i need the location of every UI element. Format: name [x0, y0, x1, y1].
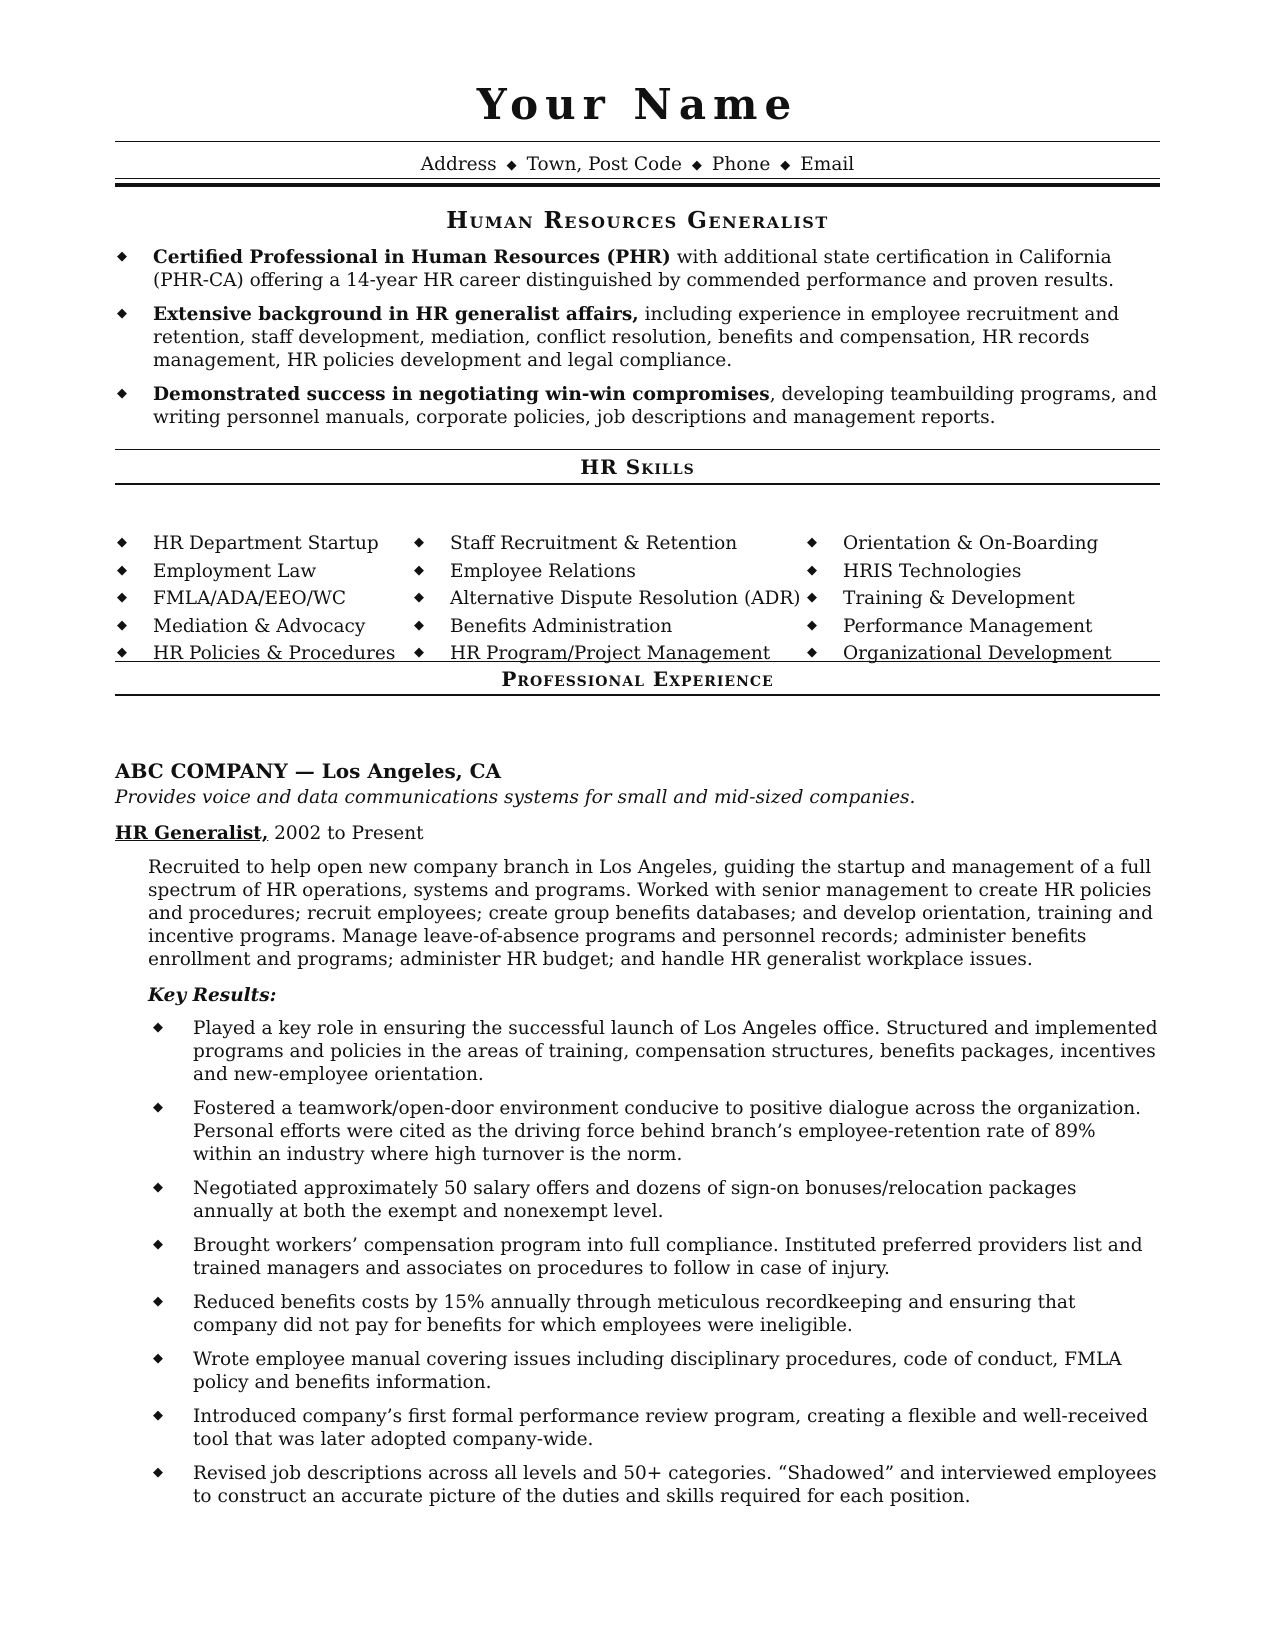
header-divider-upper: [115, 178, 1160, 179]
result-item: ◆ Negotiated approximately 50 salary offers and dozens of sign-on bonuses/relocation packages annually at both the exempt and nonexempt level.: [153, 1178, 1077, 1222]
result-item: ◆ Wrote employee manual covering issues including disciplinary procedures, code of conduct, FMLA policy and benefits information.: [153, 1349, 1122, 1393]
skill-item: ◆ HR Department Startup: [117, 533, 379, 554]
diamond-bullet-icon: ◆: [117, 249, 127, 264]
diamond-bullet-icon: ◆: [506, 158, 517, 173]
role-summary: Recruited to help open new company branch in Los Angeles, guiding the startup and management of a full spectrum of HR operations, systems and programs. Worked with senior management to create HR policies and procedures; recruit employees; create group benefits databases; and develop orientation, training and incentive programs. Manage leave-of-absence programs and personnel records; administer benefits enrollment and programs; administer HR budget; and handle HR generalist workplace issues.: [148, 857, 1153, 970]
skills-column-3: [805, 532, 1112, 670]
skill-item: ◆ Employment Law: [117, 560, 317, 582]
skill-item: ◆ Employee Relations: [414, 560, 636, 582]
key-results-label: Key Results:: [148, 985, 277, 1006]
diamond-bullet-icon: ◆: [414, 535, 424, 550]
diamond-bullet-icon: ◆: [414, 617, 424, 633]
role-title: HR Generalist,: [115, 823, 269, 844]
result-item: ◆ Introduced company’s first formal performance review program, creating a flexible and well-received tool that was later adopted company-wide.: [153, 1406, 1149, 1450]
skills-column-2: [412, 532, 801, 670]
diamond-bullet-icon: ◆: [153, 1020, 163, 1035]
diamond-bullet-icon: ◆: [117, 306, 127, 321]
skill-item: ◆ Performance Management: [807, 615, 1093, 637]
diamond-bullet-icon: ◆: [117, 617, 127, 633]
diamond-bullet-icon: ◆: [691, 158, 702, 173]
skills-divider-top: [115, 449, 1160, 450]
result-item: ◆ Reduced benefits costs by 15% annually through meticulous recordkeeping and ensuring that company did not pay for benefits for which employees were ineligible.: [153, 1292, 1076, 1336]
diamond-bullet-icon: ◆: [807, 590, 817, 605]
diamond-bullet-icon: ◆: [780, 158, 791, 173]
diamond-bullet-icon: ◆: [117, 535, 127, 550]
skill-item: ◆ Mediation & Advocacy: [117, 615, 366, 637]
result-item: ◆ Brought workers’ compensation program into full compliance. Instituted preferred providers list and trained managers and associates on procedures to follow in case of injury.: [153, 1235, 1143, 1279]
contact-address: Address: [420, 154, 497, 175]
key-results-list: [153, 1017, 1160, 1519]
skills-divider-bottom: [115, 483, 1160, 485]
diamond-bullet-icon: ◆: [414, 645, 424, 660]
skill-item: ◆ HR Program/Project Management: [414, 643, 771, 664]
diamond-bullet-icon: ◆: [807, 617, 817, 633]
skill-item: ◆ HRIS Technologies: [807, 560, 1022, 582]
skill-item: ◆ Benefits Administration: [414, 615, 673, 637]
contact-town: Town, Post Code: [526, 154, 682, 175]
header-divider-lower: [115, 183, 1160, 187]
diamond-bullet-icon: ◆: [153, 1465, 163, 1480]
skills-column-1: [115, 532, 395, 670]
diamond-bullet-icon: ◆: [117, 562, 127, 578]
diamond-bullet-icon: ◆: [153, 1294, 163, 1309]
diamond-bullet-icon: ◆: [117, 386, 127, 401]
skills-title: HR Skills: [580, 455, 695, 479]
skill-item: ◆ Orientation & On-Boarding: [807, 533, 1099, 554]
company-heading: ABC COMPANY — Los Angeles, CA: [115, 759, 502, 783]
diamond-bullet-icon: ◆: [153, 1237, 163, 1252]
contact-line: [115, 154, 1160, 175]
profile-title: Human Resources Generalist: [446, 207, 829, 234]
result-item: ◆ Played a key role in ensuring the successful launch of Los Angeles office. Structured and implemented programs and policies in the areas of training, compensation structures, benefits packages, incentives and new-employee orientation.: [153, 1018, 1158, 1085]
experience-divider-top: [115, 661, 1160, 662]
diamond-bullet-icon: ◆: [153, 1100, 163, 1115]
skill-item: ◆ Alternative Dispute Resolution (ADR): [414, 588, 801, 609]
diamond-bullet-icon: ◆: [153, 1351, 163, 1366]
diamond-bullet-icon: ◆: [153, 1408, 163, 1423]
profile-bullets: [115, 246, 1160, 440]
diamond-bullet-icon: ◆: [117, 645, 127, 660]
result-item: ◆ Fostered a teamwork/open-door environment conducive to positive dialogue across the organization. Personal efforts were cited as the driving force behind branch’s employee-retention rate of 89% within an industry where high turnover is the norm.: [153, 1098, 1142, 1165]
candidate-name: Your Name: [476, 80, 799, 129]
contact-email: Email: [800, 154, 855, 175]
skill-item: ◆ HR Policies & Procedures: [117, 643, 396, 664]
skill-item: ◆ Staff Recruitment & Retention: [414, 533, 738, 554]
role-line: [115, 823, 424, 844]
profile-bullet: ◆ Demonstrated success in negotiating win-win compromises, developing teambuilding programs, and writing personnel manuals, corporate policies, job descriptions and management reports.: [117, 384, 1158, 428]
result-item: ◆ Revised job descriptions across all levels and 50+ categories. “Shadowed” and interviewed employees to construct an accurate picture of the duties and skills required for each position.: [153, 1463, 1157, 1507]
diamond-bullet-icon: ◆: [414, 562, 424, 578]
role-dates: 2002 to Present: [268, 823, 424, 844]
company-description: Provides voice and data communications systems for small and mid-sized companies.: [115, 787, 916, 808]
diamond-bullet-icon: ◆: [807, 645, 817, 660]
contact-phone: Phone: [711, 154, 771, 175]
diamond-bullet-icon: ◆: [153, 1180, 163, 1195]
skill-item: ◆ FMLA/ADA/EEO/WC: [117, 588, 347, 609]
skill-item: ◆ Organizational Development: [807, 643, 1112, 664]
experience-divider-bottom: [115, 694, 1160, 696]
diamond-bullet-icon: ◆: [807, 535, 817, 550]
diamond-bullet-icon: ◆: [807, 562, 817, 578]
skill-item: ◆ Training & Development: [807, 588, 1075, 609]
header-divider-top: [115, 141, 1160, 142]
diamond-bullet-icon: ◆: [117, 590, 127, 605]
experience-title: Professional Experience: [501, 667, 774, 691]
profile-bullet: ◆ Extensive background in HR generalist affairs, including experience in employee recruitment and retention, staff development, mediation, conflict resolution, benefits and compensation, HR records management, HR policies development and legal compliance.: [117, 304, 1120, 371]
profile-bullet: ◆ Certified Professional in Human Resources (PHR) with additional state certification in California (PHR-CA) offering a 14-year HR career distinguished by commended performance and proven results.: [117, 247, 1115, 291]
diamond-bullet-icon: ◆: [414, 590, 424, 605]
